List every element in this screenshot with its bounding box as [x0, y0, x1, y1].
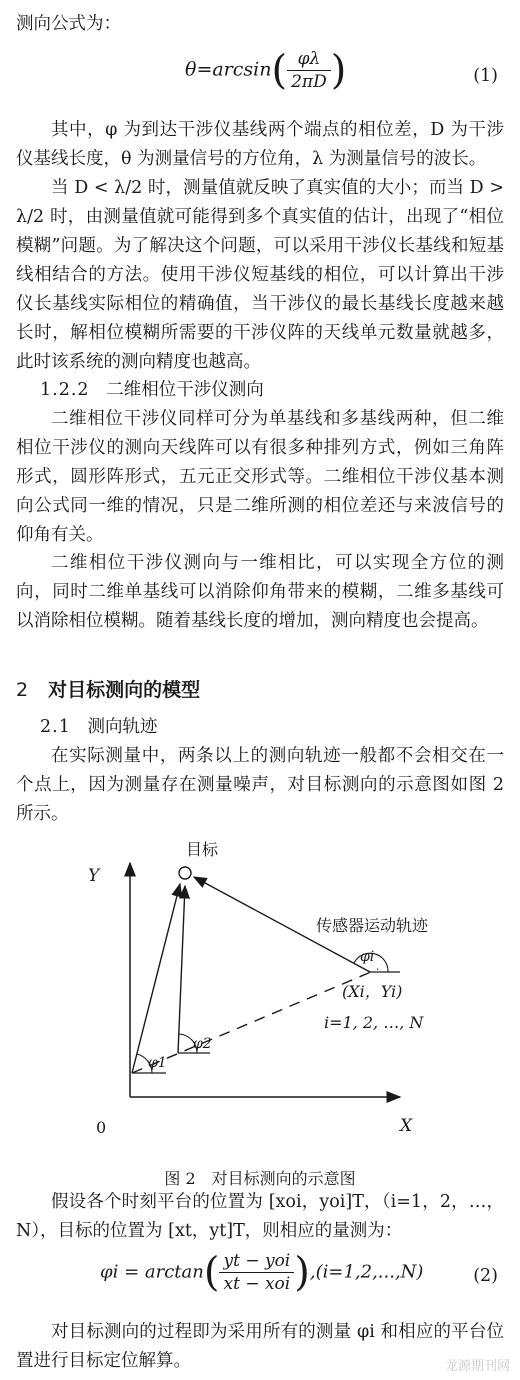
- section-number: 2.1: [40, 717, 71, 737]
- section-title: 测向轨迹: [87, 717, 158, 737]
- section-title: 二维相位干涉仪测向: [106, 380, 264, 400]
- paragraph-4: 二维相位干涉仪测向与一维相比，可以实现全方位的测向，同时二维单基线可以消除仰角带来的模糊，二维多基线可以消除相位模糊。随着基线长度的增加，测向精度也会提高。: [16, 553, 504, 631]
- origin-label: 0: [96, 1118, 107, 1137]
- equation-number-2: (2): [473, 1266, 498, 1286]
- formula-1-numerator: φλ: [287, 48, 331, 71]
- formula-2-denominator: xt − xoi: [223, 1274, 291, 1294]
- paragraph-2: 当 D < λ/2 时，测量值就反映了真实值的大小；而当 D > λ/2 时，由测量值就可能得到多个真实值的估计，出现了“相位模糊”问题。为了解决这个问题，可以采用干涉仪长基线和短基线相结合的方法。使用干涉仪短基线的相位，可以计算出干涉仪长基线实际相位的精确值，当干涉仪的最长基线长度越来越长时，解相位模糊所需要的干涉仪阵的天线单元数量就越多，此时该系统的测向精度也越高。: [16, 178, 504, 372]
- paragraph-5: 在实际测量中，两条以上的测向轨迹一般都不会相交在一个点上，因为测量存在测量噪声，对目标测向的示意图如图 2 所示。: [16, 746, 504, 824]
- x-axis-label: X: [400, 1116, 413, 1136]
- target-label: 目标: [186, 840, 219, 859]
- formula-1-lhs: θ=arcsin: [185, 58, 272, 81]
- formula-1: θ=arcsin( $\frac{\varphi\lambda}{2\pi D}$ ): [185, 47, 347, 94]
- target-circle: [179, 867, 191, 879]
- formula-2-lhs: φi = arctan: [100, 1261, 204, 1283]
- formula-2: φi = arctan( $\frac{\text{yt − yoi}}{\text{xt − xoi}}$ ),(i=1,2,...,N): [100, 1249, 424, 1296]
- paragraph-6: 假设各个时刻平台的位置为 [xoi，yoi]T，（i=1，2，…，N），目标的位置为 [xt，yt]T，则相应的量测为：: [16, 1192, 504, 1241]
- angle-label-phi2: φ2: [193, 1036, 212, 1052]
- bearing-line-2: [178, 886, 185, 1053]
- index-range-label: i=1, 2, …, N: [324, 1013, 424, 1032]
- figure-caption: 图 2 对目标测向的示意图: [164, 1169, 356, 1188]
- figure-2-diagram: [0, 835, 520, 1165]
- section-title: 对目标测向的模型: [48, 679, 201, 701]
- formula-2-numerator: yt − yoi: [219, 1250, 294, 1273]
- formula-2-rhs: ,(i=1,2,...,N): [309, 1261, 424, 1283]
- angle-label-phii: φi: [360, 949, 375, 965]
- section-number: 1.2.2: [40, 380, 90, 400]
- point-label: (Xi，Yi): [342, 982, 403, 1001]
- section-number: 2: [16, 679, 29, 701]
- paragraph-3: 二维相位干涉仪同样可分为单基线和多基线两种，但二维相位干涉仪的测向天线阵可以有很多种排列方式，例如三角阵形式，圆形阵形式，五元正交形式等。二维相位干涉仪基本测向公式同一维的情况，只是二维所测的相位差还与来波信号的仰角有关。: [16, 409, 504, 545]
- angle-label-phi1: φ1: [148, 1055, 167, 1071]
- paragraph-1: 其中，φ 为到达干涉仪基线两个端点的相位差，D 为干涉仪基线长度，θ 为测量信号的方位角，λ 为测量信号的波长。: [16, 120, 504, 169]
- equation-number-1: (1): [473, 66, 498, 86]
- sensor-track-label: 传感器运动轨迹: [316, 916, 429, 935]
- paragraph-7: 对目标测向的过程即为采用所有的测量 φi 和相应的平台位置进行目标定位解算。: [16, 1322, 504, 1371]
- section-2-1-heading: [40, 713, 158, 742]
- watermark-logo: 龙源期刊网: [444, 1359, 510, 1374]
- formula-1-denominator: 2πD: [291, 72, 327, 92]
- y-axis-label: Y: [88, 866, 100, 886]
- bearing-line-1: [132, 884, 180, 1073]
- section-1-2-2-heading: [40, 376, 264, 405]
- intro-text: 测向公式为：: [16, 14, 121, 34]
- section-2-heading: [16, 676, 200, 705]
